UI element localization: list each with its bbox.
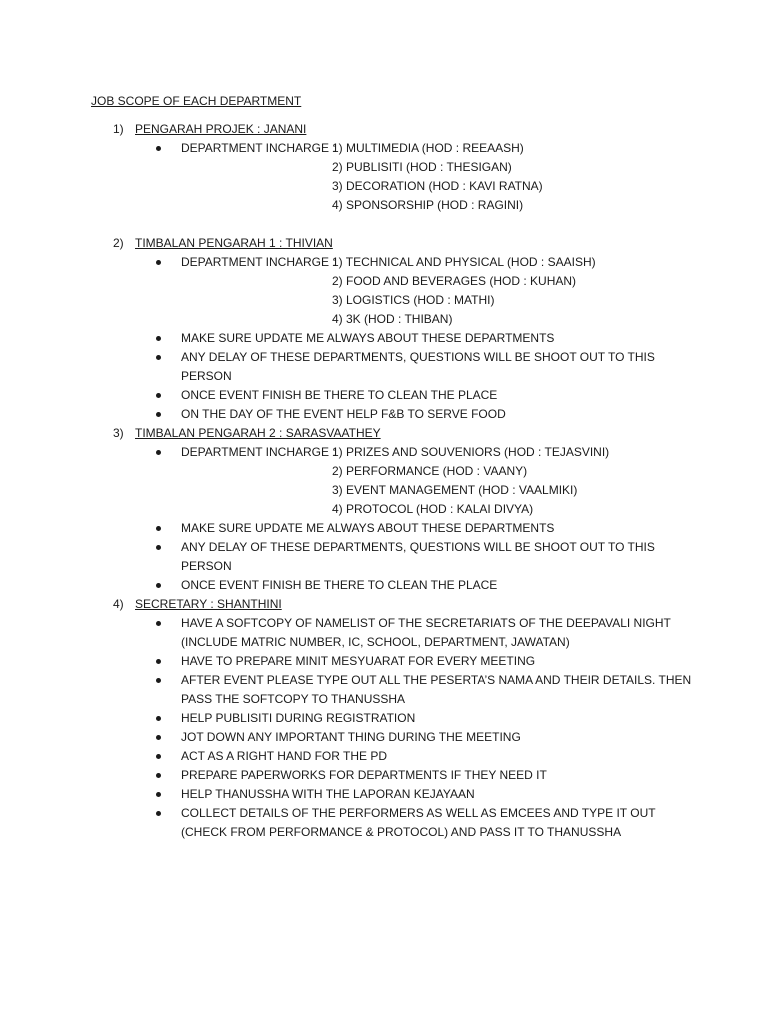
section-3 bbox=[0, 424, 768, 595]
bullet-dot bbox=[156, 355, 161, 360]
department-incharge-label: DEPARTMENT INCHARGE : bbox=[181, 255, 336, 269]
department-item: 3) DECORATION (HOD : KAVI RATNA) bbox=[332, 179, 543, 193]
bullet-dot bbox=[156, 412, 161, 417]
section-heading bbox=[0, 424, 768, 443]
department-item: 2) FOOD AND BEVERAGES (HOD : KUHAN) bbox=[332, 274, 577, 288]
bullet-text: ACT AS A RIGHT HAND FOR THE PD bbox=[181, 749, 388, 763]
bullet-item bbox=[0, 766, 701, 785]
bullet-text: HAVE A SOFTCOPY OF NAMELIST OF THE SECRETARIATS OF THE DEEPAVALI NIGHT (INCLUDE MATRIC NUMBER, IC, SCHOOL, DEPARTMENT, JAWATAN) bbox=[181, 616, 671, 649]
bullet-dot bbox=[156, 526, 161, 531]
department-incharge-label: DEPARTMENT INCHARGE : bbox=[181, 445, 336, 459]
bullet-item bbox=[0, 728, 701, 747]
bullet-item bbox=[0, 785, 701, 804]
department-line bbox=[0, 177, 768, 196]
department-line bbox=[0, 443, 768, 462]
bullet-dot bbox=[156, 678, 161, 683]
section-title: PENGARAH PROJEK : JANANI bbox=[135, 122, 307, 136]
bullet-text: MAKE SURE UPDATE ME ALWAYS ABOUT THESE DEPARTMENTS bbox=[181, 521, 555, 535]
department-line bbox=[0, 253, 768, 272]
bullet-text: HELP THANUSSHA WITH THE LAPORAN KEJAYAAN bbox=[181, 787, 475, 801]
section-2 bbox=[0, 234, 768, 424]
section-heading bbox=[0, 234, 768, 253]
department-item: 1) TECHNICAL AND PHYSICAL (HOD : SAAISH) bbox=[332, 255, 596, 269]
bullet-dot bbox=[156, 146, 161, 151]
department-item: 3) LOGISTICS (HOD : MATHI) bbox=[332, 293, 495, 307]
bullet-dot bbox=[156, 735, 161, 740]
section-title: SECRETARY : SHANTHINI bbox=[135, 597, 282, 611]
department-item: 1) MULTIMEDIA (HOD : REEAASH) bbox=[332, 141, 524, 155]
bullet-text: AFTER EVENT PLEASE TYPE OUT ALL THE PESERTA’S NAMA AND THEIR DETAILS. THEN PASS THE SOFTCOPY TO THANUSSHA bbox=[181, 673, 692, 706]
section-number: 3) bbox=[113, 426, 124, 440]
bullet-dot bbox=[156, 583, 161, 588]
bullet-text: HAVE TO PREPARE MINIT MESYUARAT FOR EVERY MEETING bbox=[181, 654, 536, 668]
department-line bbox=[0, 481, 768, 500]
bullet-dot bbox=[156, 545, 161, 550]
bullet-item bbox=[0, 538, 701, 576]
section-title: TIMBALAN PENGARAH 1 : THIVIAN bbox=[135, 236, 333, 250]
bullet-dot bbox=[156, 260, 161, 265]
bullet-dot bbox=[156, 773, 161, 778]
bullet-text: HELP PUBLISITI DURING REGISTRATION bbox=[181, 711, 416, 725]
section-heading bbox=[0, 120, 768, 139]
section-number: 2) bbox=[113, 236, 124, 250]
bullet-text: ONCE EVENT FINISH BE THERE TO CLEAN THE PLACE bbox=[181, 388, 498, 402]
department-line bbox=[0, 462, 768, 481]
bullet-item bbox=[0, 405, 701, 424]
document-title: JOB SCOPE OF EACH DEPARTMENT bbox=[91, 94, 302, 108]
bullet-item bbox=[0, 709, 701, 728]
bullet-text: ON THE DAY OF THE EVENT HELP F&B TO SERVE FOOD bbox=[181, 407, 506, 421]
department-line bbox=[0, 500, 768, 519]
department-item: 4) PROTOCOL (HOD : KALAI DIVYA) bbox=[332, 502, 534, 516]
bullet-dot bbox=[156, 393, 161, 398]
department-line bbox=[0, 272, 768, 291]
bullet-item bbox=[0, 614, 701, 652]
bullet-item bbox=[0, 804, 701, 842]
department-item: 2) PUBLISITI (HOD : THESIGAN) bbox=[332, 160, 512, 174]
bullet-text: ANY DELAY OF THESE DEPARTMENTS, QUESTIONS WILL BE SHOOT OUT TO THIS PERSON bbox=[181, 540, 655, 573]
department-line bbox=[0, 196, 768, 215]
bullet-item bbox=[0, 576, 701, 595]
section-number: 1) bbox=[113, 122, 124, 136]
department-item: 4) SPONSORSHIP (HOD : RAGINI) bbox=[332, 198, 524, 212]
bullet-dot bbox=[156, 336, 161, 341]
bullet-dot bbox=[156, 659, 161, 664]
bullet-dot bbox=[156, 754, 161, 759]
bullet-text: JOT DOWN ANY IMPORTANT THING DURING THE MEETING bbox=[181, 730, 521, 744]
bullet-item bbox=[0, 386, 701, 405]
section-4 bbox=[0, 595, 768, 842]
section-title: TIMBALAN PENGARAH 2 : SARASVAATHEY bbox=[135, 426, 381, 440]
bullet-text: PREPARE PAPERWORKS FOR DEPARTMENTS IF THEY NEED IT bbox=[181, 768, 547, 782]
department-line bbox=[0, 310, 768, 329]
bullet-text: COLLECT DETAILS OF THE PERFORMERS AS WELL AS EMCEES AND TYPE IT OUT (CHECK FROM PERFORMANCE & PROTOCOL) AND PASS IT TO THANUSSHA bbox=[181, 806, 656, 839]
bullet-text: ONCE EVENT FINISH BE THERE TO CLEAN THE PLACE bbox=[181, 578, 498, 592]
bullet-dot bbox=[156, 621, 161, 626]
bullet-item bbox=[0, 652, 701, 671]
bullet-text: ANY DELAY OF THESE DEPARTMENTS, QUESTIONS WILL BE SHOOT OUT TO THIS PERSON bbox=[181, 350, 655, 383]
department-line bbox=[0, 158, 768, 177]
department-item: 4) 3K (HOD : THIBAN) bbox=[332, 312, 453, 326]
department-line bbox=[0, 291, 768, 310]
bullet-text: MAKE SURE UPDATE ME ALWAYS ABOUT THESE DEPARTMENTS bbox=[181, 331, 555, 345]
bullet-dot bbox=[156, 716, 161, 721]
department-incharge-label: DEPARTMENT INCHARGE : bbox=[181, 141, 336, 155]
bullet-item bbox=[0, 329, 701, 348]
bullet-item bbox=[0, 671, 701, 709]
section-1 bbox=[0, 120, 768, 215]
bullet-item bbox=[0, 747, 701, 766]
department-item: 3) EVENT MANAGEMENT (HOD : VAALMIKI) bbox=[332, 483, 578, 497]
section-number: 4) bbox=[113, 597, 124, 611]
bullet-dot bbox=[156, 792, 161, 797]
department-item: 2) PERFORMANCE (HOD : VAANY) bbox=[332, 464, 528, 478]
bullet-item bbox=[0, 348, 701, 386]
bullet-dot bbox=[156, 811, 161, 816]
bullet-dot bbox=[156, 450, 161, 455]
bullet-item bbox=[0, 519, 701, 538]
department-item: 1) PRIZES AND SOUVENIORS (HOD : TEJASVINI) bbox=[332, 445, 610, 459]
section-heading bbox=[0, 595, 768, 614]
department-line bbox=[0, 139, 768, 158]
